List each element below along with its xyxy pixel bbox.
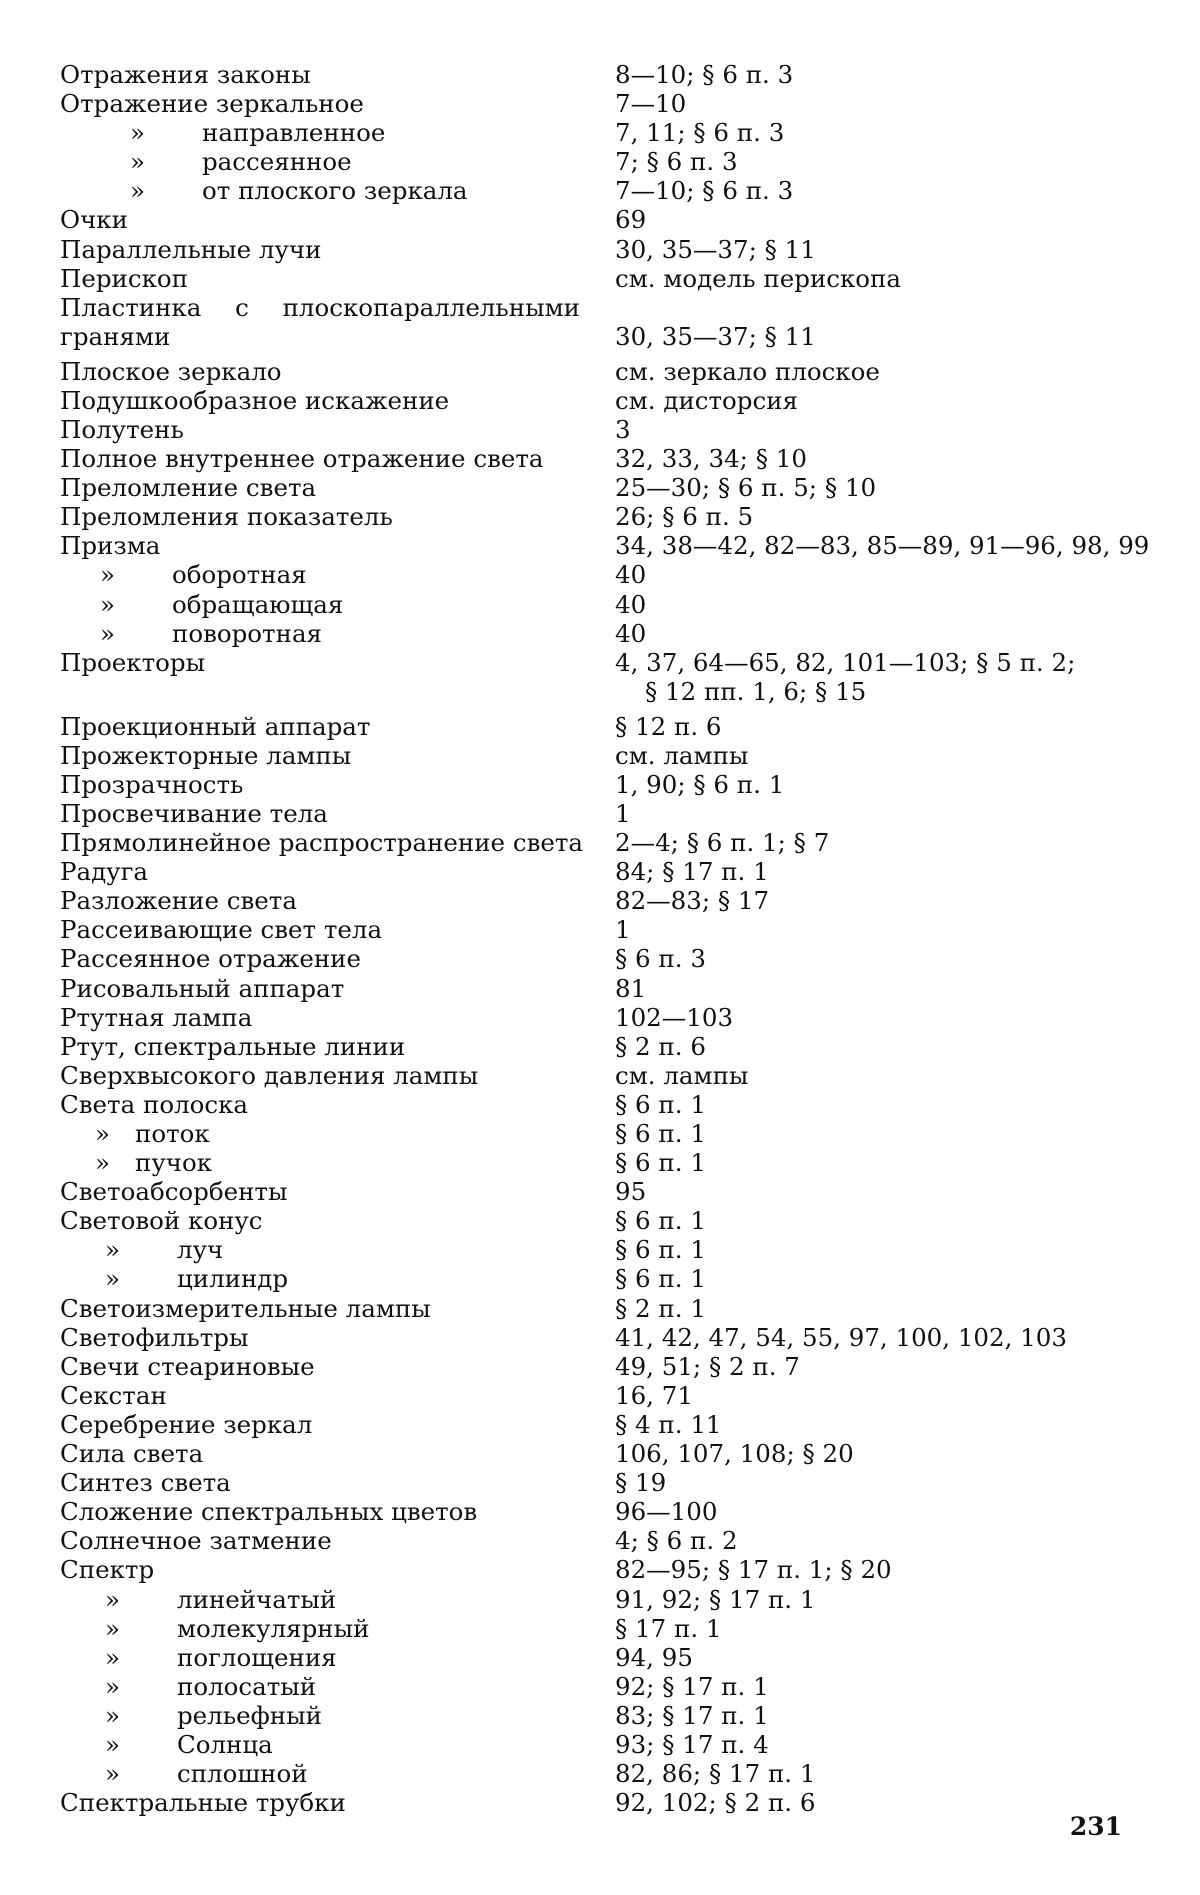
index-entry (60, 264, 1150, 293)
reference-text: 4, 37, 64—65, 82, 101—103; § 5 п. 2; (615, 647, 1076, 677)
subterm-text: Солнца (177, 1729, 273, 1759)
index-reference (615, 1206, 1155, 1235)
reference-text: 41, 42, 47, 54, 55, 97, 100, 102, 103 (615, 1322, 1067, 1352)
subterm-text: оборотная (172, 560, 307, 590)
index-reference (615, 1090, 1155, 1119)
index-entry (60, 1061, 1150, 1090)
index-term: Полное внутреннее отражение света (60, 444, 544, 474)
index-reference (615, 89, 1155, 118)
index-term: Очки (60, 205, 128, 235)
index-reference (615, 1730, 1155, 1759)
reference-text: § 12 п. 6 (615, 711, 722, 741)
index-entry (60, 1555, 1150, 1584)
index-term: Преломления показатель (60, 502, 393, 532)
index-term: Рисовальный аппарат (60, 973, 345, 1003)
index-term: Преломление света (60, 473, 317, 503)
index-entry (60, 60, 1150, 89)
index-entry (60, 712, 1150, 741)
index-term: Прямолинейное распространение света (60, 828, 584, 858)
index-subterm (60, 1759, 625, 1788)
index-entry (60, 176, 1150, 205)
ditto-mark: » (105, 1235, 120, 1265)
index-term: Прозрачность (60, 769, 244, 799)
index-entry (60, 502, 1150, 531)
reference-text: 7; § 6 п. 3 (615, 147, 738, 177)
index-reference (615, 1497, 1155, 1526)
index-term: Сила света (60, 1439, 204, 1469)
reference-text: § 6 п. 1 (615, 1089, 706, 1119)
index-reference (615, 886, 1155, 915)
ditto-mark: » (100, 618, 115, 648)
reference-text: § 4 п. 11 (615, 1409, 722, 1439)
index-entry (60, 828, 1150, 857)
index-entry (60, 1090, 1150, 1119)
index-reference (615, 1061, 1155, 1090)
reference-text: 26; § 6 п. 5 (615, 502, 754, 532)
reference-text: 7—10 (615, 89, 687, 119)
index-subterm (60, 619, 625, 648)
index-entry (60, 1614, 1150, 1643)
reference-text: § 6 п. 1 (615, 1148, 706, 1178)
index-term: Рассеивающие свет тела (60, 915, 383, 945)
reference-text: 69 (615, 205, 647, 235)
reference-text: 82—83; § 17 (615, 886, 770, 916)
reference-text: 49, 51; § 2 п. 7 (615, 1351, 800, 1381)
index-reference (615, 1177, 1155, 1206)
index-reference (615, 619, 1155, 648)
index-term: Свечи стеариновые (60, 1351, 315, 1381)
index-entry (60, 619, 1150, 648)
index-reference (615, 560, 1155, 589)
index-reference (615, 974, 1155, 1003)
reference-text: 3 (615, 414, 631, 444)
reference-text: 1 (615, 798, 631, 828)
subterm-text: рассеянное (202, 147, 352, 177)
index-entry (60, 1119, 1150, 1148)
reference-text: 83; § 17 п. 1 (615, 1700, 769, 1730)
index-subterm (60, 1643, 625, 1672)
reference-text: § 6 п. 3 (615, 944, 706, 974)
reference-text: § 2 п. 1 (615, 1293, 706, 1323)
reference-text: 30, 35—37; § 11 (615, 321, 816, 351)
index-term: Просвечивание тела (60, 798, 328, 828)
index-term: Рассеянное отражение (60, 944, 361, 974)
reference-text: 84; § 17 п. 1 (615, 857, 769, 887)
index-entry (60, 741, 1150, 770)
index-reference (615, 1410, 1155, 1439)
index-term: Плоское зеркало (60, 356, 282, 386)
index-entry (60, 118, 1150, 147)
reference-text: 82, 86; § 17 п. 1 (615, 1759, 816, 1789)
subterm-text: цилиндр (177, 1264, 289, 1294)
index-entry (60, 1468, 1150, 1497)
index-term: Призма (60, 531, 161, 561)
index-reference (615, 1235, 1155, 1264)
reference-text: 81 (615, 973, 647, 1003)
reference-text: § 19 (615, 1468, 667, 1498)
reference-text: 95 (615, 1177, 647, 1207)
index-reference (615, 1526, 1155, 1555)
index-reference (615, 590, 1155, 619)
ditto-mark: » (100, 589, 115, 619)
reference-text: 92, 102; § 2 п. 6 (615, 1788, 816, 1818)
index-reference (615, 915, 1155, 944)
index-term: Солнечное затмение (60, 1526, 332, 1556)
index-reference (615, 118, 1155, 147)
subterm-text: молекулярный (177, 1613, 370, 1643)
reference-text: см. дисторсия (615, 385, 798, 415)
index-entry (60, 770, 1150, 799)
index-entry (60, 1585, 1150, 1614)
reference-continuation: § 12 пп. 1, 6; § 15 (645, 676, 867, 706)
index-entry (60, 89, 1150, 118)
index-entry (60, 444, 1150, 473)
index-term: Отражение зеркальное (60, 89, 364, 119)
index-term: Радуга (60, 857, 149, 887)
index-term: Проекторы (60, 647, 206, 677)
ditto-mark: » (105, 1584, 120, 1614)
reference-text: 106, 107, 108; § 20 (615, 1439, 854, 1469)
index-reference (615, 857, 1155, 886)
index-entry (60, 1323, 1150, 1352)
index-entry (60, 944, 1150, 973)
ditto-mark: » (100, 560, 115, 590)
index-term: Светоабсорбенты (60, 1177, 288, 1207)
index-reference (615, 770, 1155, 799)
index-entry (60, 1294, 1150, 1323)
reference-text: 25—30; § 6 п. 5; § 10 (615, 473, 877, 503)
index-reference (615, 235, 1155, 264)
index-reference (615, 176, 1155, 205)
index-term: Ртут, спектральные линии (60, 1031, 406, 1061)
index-term: Отражения законы (60, 60, 311, 89)
index-subterm (60, 176, 625, 205)
index-subterm (60, 1701, 625, 1730)
index-reference (615, 1439, 1155, 1468)
index-reference (615, 473, 1155, 502)
index-entry (60, 1264, 1150, 1293)
index-reference (615, 1614, 1155, 1643)
index-term: Ртутная лампа (60, 1002, 253, 1032)
index-entry (60, 1235, 1150, 1264)
index-term: Перископ (60, 263, 188, 293)
index-list (60, 60, 1150, 1817)
index-entry (60, 1701, 1150, 1730)
reference-text: 94, 95 (615, 1642, 693, 1672)
subterm-text: полосатый (177, 1671, 317, 1701)
index-entry (60, 1177, 1150, 1206)
subterm-text: луч (177, 1235, 224, 1265)
index-subterm (60, 118, 625, 147)
index-entry (60, 147, 1150, 176)
index-term: Серебрение зеркал (60, 1409, 313, 1439)
reference-text: 40 (615, 589, 647, 619)
ditto-mark: » (105, 1642, 120, 1672)
index-term: Параллельные лучи (60, 234, 322, 264)
index-entry (60, 1381, 1150, 1410)
index-term: Секстан (60, 1380, 167, 1410)
index-term: Подушкообразное искажение (60, 385, 450, 415)
index-term (60, 293, 620, 351)
index-reference (615, 1323, 1155, 1352)
index-entry (60, 1730, 1150, 1759)
index-subterm (60, 1264, 625, 1293)
subterm-text: пучок (135, 1148, 213, 1178)
reference-text: см. лампы (615, 1060, 749, 1090)
ditto-mark: » (105, 1671, 120, 1701)
ditto-mark: » (105, 1613, 120, 1643)
ditto-mark: » (105, 1700, 120, 1730)
ditto-mark: » (130, 118, 145, 148)
index-term: Полутень (60, 414, 184, 444)
reference-text: см. зеркало плоское (615, 356, 880, 386)
index-reference (615, 60, 1155, 89)
reference-text: 1, 90; § 6 п. 1 (615, 769, 785, 799)
index-term: Светоизмерительные лампы (60, 1293, 431, 1323)
index-term: Синтез света (60, 1468, 231, 1498)
index-entry (60, 799, 1150, 828)
index-entry (60, 531, 1150, 560)
index-term: Разложение света (60, 886, 297, 916)
index-reference (615, 712, 1155, 741)
index-reference (615, 1264, 1155, 1293)
index-entry (60, 1410, 1150, 1439)
reference-text: 4; § 6 п. 2 (615, 1526, 738, 1556)
reference-text: 82—95; § 17 п. 1; § 20 (615, 1555, 892, 1585)
index-entry (60, 1439, 1150, 1468)
subterm-text: поворотная (172, 618, 323, 648)
index-subterm (60, 1730, 625, 1759)
reference-text: см. модель перископа (615, 263, 901, 293)
reference-text: § 6 п. 1 (615, 1235, 706, 1265)
reference-text: см. лампы (615, 740, 749, 770)
reference-text: § 6 п. 1 (615, 1119, 706, 1148)
index-reference (615, 1468, 1155, 1497)
index-term: Сверхвысокого давления лампы (60, 1060, 479, 1090)
index-reference (615, 205, 1155, 234)
ditto-mark: » (130, 147, 145, 177)
ditto-mark: » (105, 1759, 120, 1789)
index-term: Спектр (60, 1555, 155, 1585)
subterm-text: рельефный (177, 1700, 322, 1730)
reference-text: 16, 71 (615, 1380, 693, 1410)
reference-text: § 17 п. 1 (615, 1613, 722, 1643)
reference-text: 102—103 (615, 1002, 734, 1032)
index-subterm (60, 1235, 625, 1264)
reference-text: § 6 п. 1 (615, 1206, 706, 1236)
reference-text: § 6 п. 1 (615, 1264, 706, 1294)
ditto-mark: » (130, 176, 145, 206)
subterm-text: от плоского зеркала (202, 176, 468, 206)
index-reference (615, 741, 1155, 770)
index-reference (615, 264, 1155, 293)
index-entry (60, 1526, 1150, 1555)
subterm-text: поток (135, 1119, 210, 1148)
index-reference (615, 944, 1155, 973)
index-reference (615, 1352, 1155, 1381)
ditto-mark: » (95, 1119, 110, 1148)
subterm-text: обращающая (172, 589, 344, 619)
index-entry (60, 915, 1150, 944)
ditto-mark: » (105, 1729, 120, 1759)
index-entry (60, 1788, 1150, 1817)
index-entry (60, 560, 1150, 589)
reference-text: § 2 п. 6 (615, 1031, 706, 1061)
index-term: Сложение спектральных цветов (60, 1497, 478, 1527)
index-entry (60, 974, 1150, 1003)
index-entry (60, 1643, 1150, 1672)
index-entry (60, 1497, 1150, 1526)
index-term: Проекционный аппарат (60, 711, 371, 741)
index-reference (615, 502, 1155, 531)
reference-text: 7, 11; § 6 п. 3 (615, 118, 785, 148)
index-reference (615, 1381, 1155, 1410)
index-subterm (60, 1614, 625, 1643)
index-reference (615, 1672, 1155, 1701)
index-term: Световой конус (60, 1206, 263, 1236)
index-reference (615, 1643, 1155, 1672)
index-term: Светофильтры (60, 1322, 249, 1352)
index-entry (60, 590, 1150, 619)
reference-text: 32, 33, 34; § 10 (615, 444, 807, 474)
index-reference (615, 1294, 1155, 1323)
ditto-mark: » (105, 1264, 120, 1294)
index-term: Прожекторные лампы (60, 740, 352, 770)
index-reference (615, 1585, 1155, 1614)
reference-text: 93; § 17 п. 4 (615, 1729, 769, 1759)
reference-text: 8—10; § 6 п. 3 (615, 60, 794, 89)
index-entry (60, 886, 1150, 915)
index-entry (60, 1672, 1150, 1701)
index-entry (60, 1003, 1150, 1032)
index-entry (60, 1759, 1150, 1788)
reference-text: 91, 92; § 17 п. 1 (615, 1584, 816, 1614)
subterm-text: линейчатый (177, 1584, 337, 1614)
subterm-text: направленное (202, 118, 386, 148)
index-entry (60, 473, 1150, 502)
index-reference (615, 444, 1155, 473)
index-reference (615, 147, 1155, 176)
index-reference (615, 1555, 1155, 1584)
reference-text: 7—10; § 6 п. 3 (615, 176, 794, 206)
subterm-text: поглощения (177, 1642, 337, 1672)
index-entry (60, 415, 1150, 444)
reference-text: 2—4; § 6 п. 1; § 7 (615, 828, 830, 858)
index-reference (615, 1119, 1155, 1148)
index-subterm (60, 147, 625, 176)
reference-text: 34, 38—42, 82—83, 85—89, 91—96, 98, 99 (615, 531, 1150, 561)
index-entry (60, 1206, 1150, 1235)
index-entry (60, 1352, 1150, 1381)
index-subterm (60, 590, 625, 619)
index-reference (615, 828, 1155, 857)
ditto-mark: » (95, 1148, 110, 1178)
index-subterm (60, 1585, 625, 1614)
index-reference (615, 1701, 1155, 1730)
index-entry (60, 293, 1150, 357)
index-entry (60, 386, 1150, 415)
index-reference (615, 1003, 1155, 1032)
index-term: Спектральные трубки (60, 1788, 346, 1818)
index-entry (60, 205, 1150, 234)
index-reference (615, 357, 1155, 386)
index-subterm (60, 1672, 625, 1701)
index-reference (615, 799, 1155, 828)
index-entry (60, 648, 1150, 712)
reference-text: 92; § 17 п. 1 (615, 1671, 769, 1701)
index-reference (615, 1148, 1155, 1177)
reference-text: 40 (615, 618, 647, 648)
reference-text: 30, 35—37; § 11 (615, 234, 816, 264)
index-entry (60, 357, 1150, 386)
index-reference (615, 1759, 1155, 1788)
index-reference (615, 415, 1155, 444)
page-number: 231 (1069, 1812, 1122, 1841)
subterm-text: сплошной (177, 1759, 308, 1789)
index-subterm (60, 560, 625, 589)
index-entry (60, 1148, 1150, 1177)
index-reference (615, 1032, 1155, 1061)
index-reference (615, 386, 1155, 415)
reference-text: 1 (615, 915, 631, 945)
index-reference (615, 648, 1155, 706)
reference-text: 96—100 (615, 1497, 718, 1527)
index-reference (615, 531, 1155, 560)
index-entry (60, 1032, 1150, 1061)
index-entry (60, 857, 1150, 886)
term-text: Пластинка с плоскопараллельными гранями (60, 292, 580, 351)
index-reference (615, 322, 1155, 351)
index-subterm (60, 1148, 625, 1177)
index-term: Света полоска (60, 1089, 249, 1119)
index-entry (60, 235, 1150, 264)
index-subterm (60, 1119, 625, 1148)
reference-text: 40 (615, 560, 647, 590)
